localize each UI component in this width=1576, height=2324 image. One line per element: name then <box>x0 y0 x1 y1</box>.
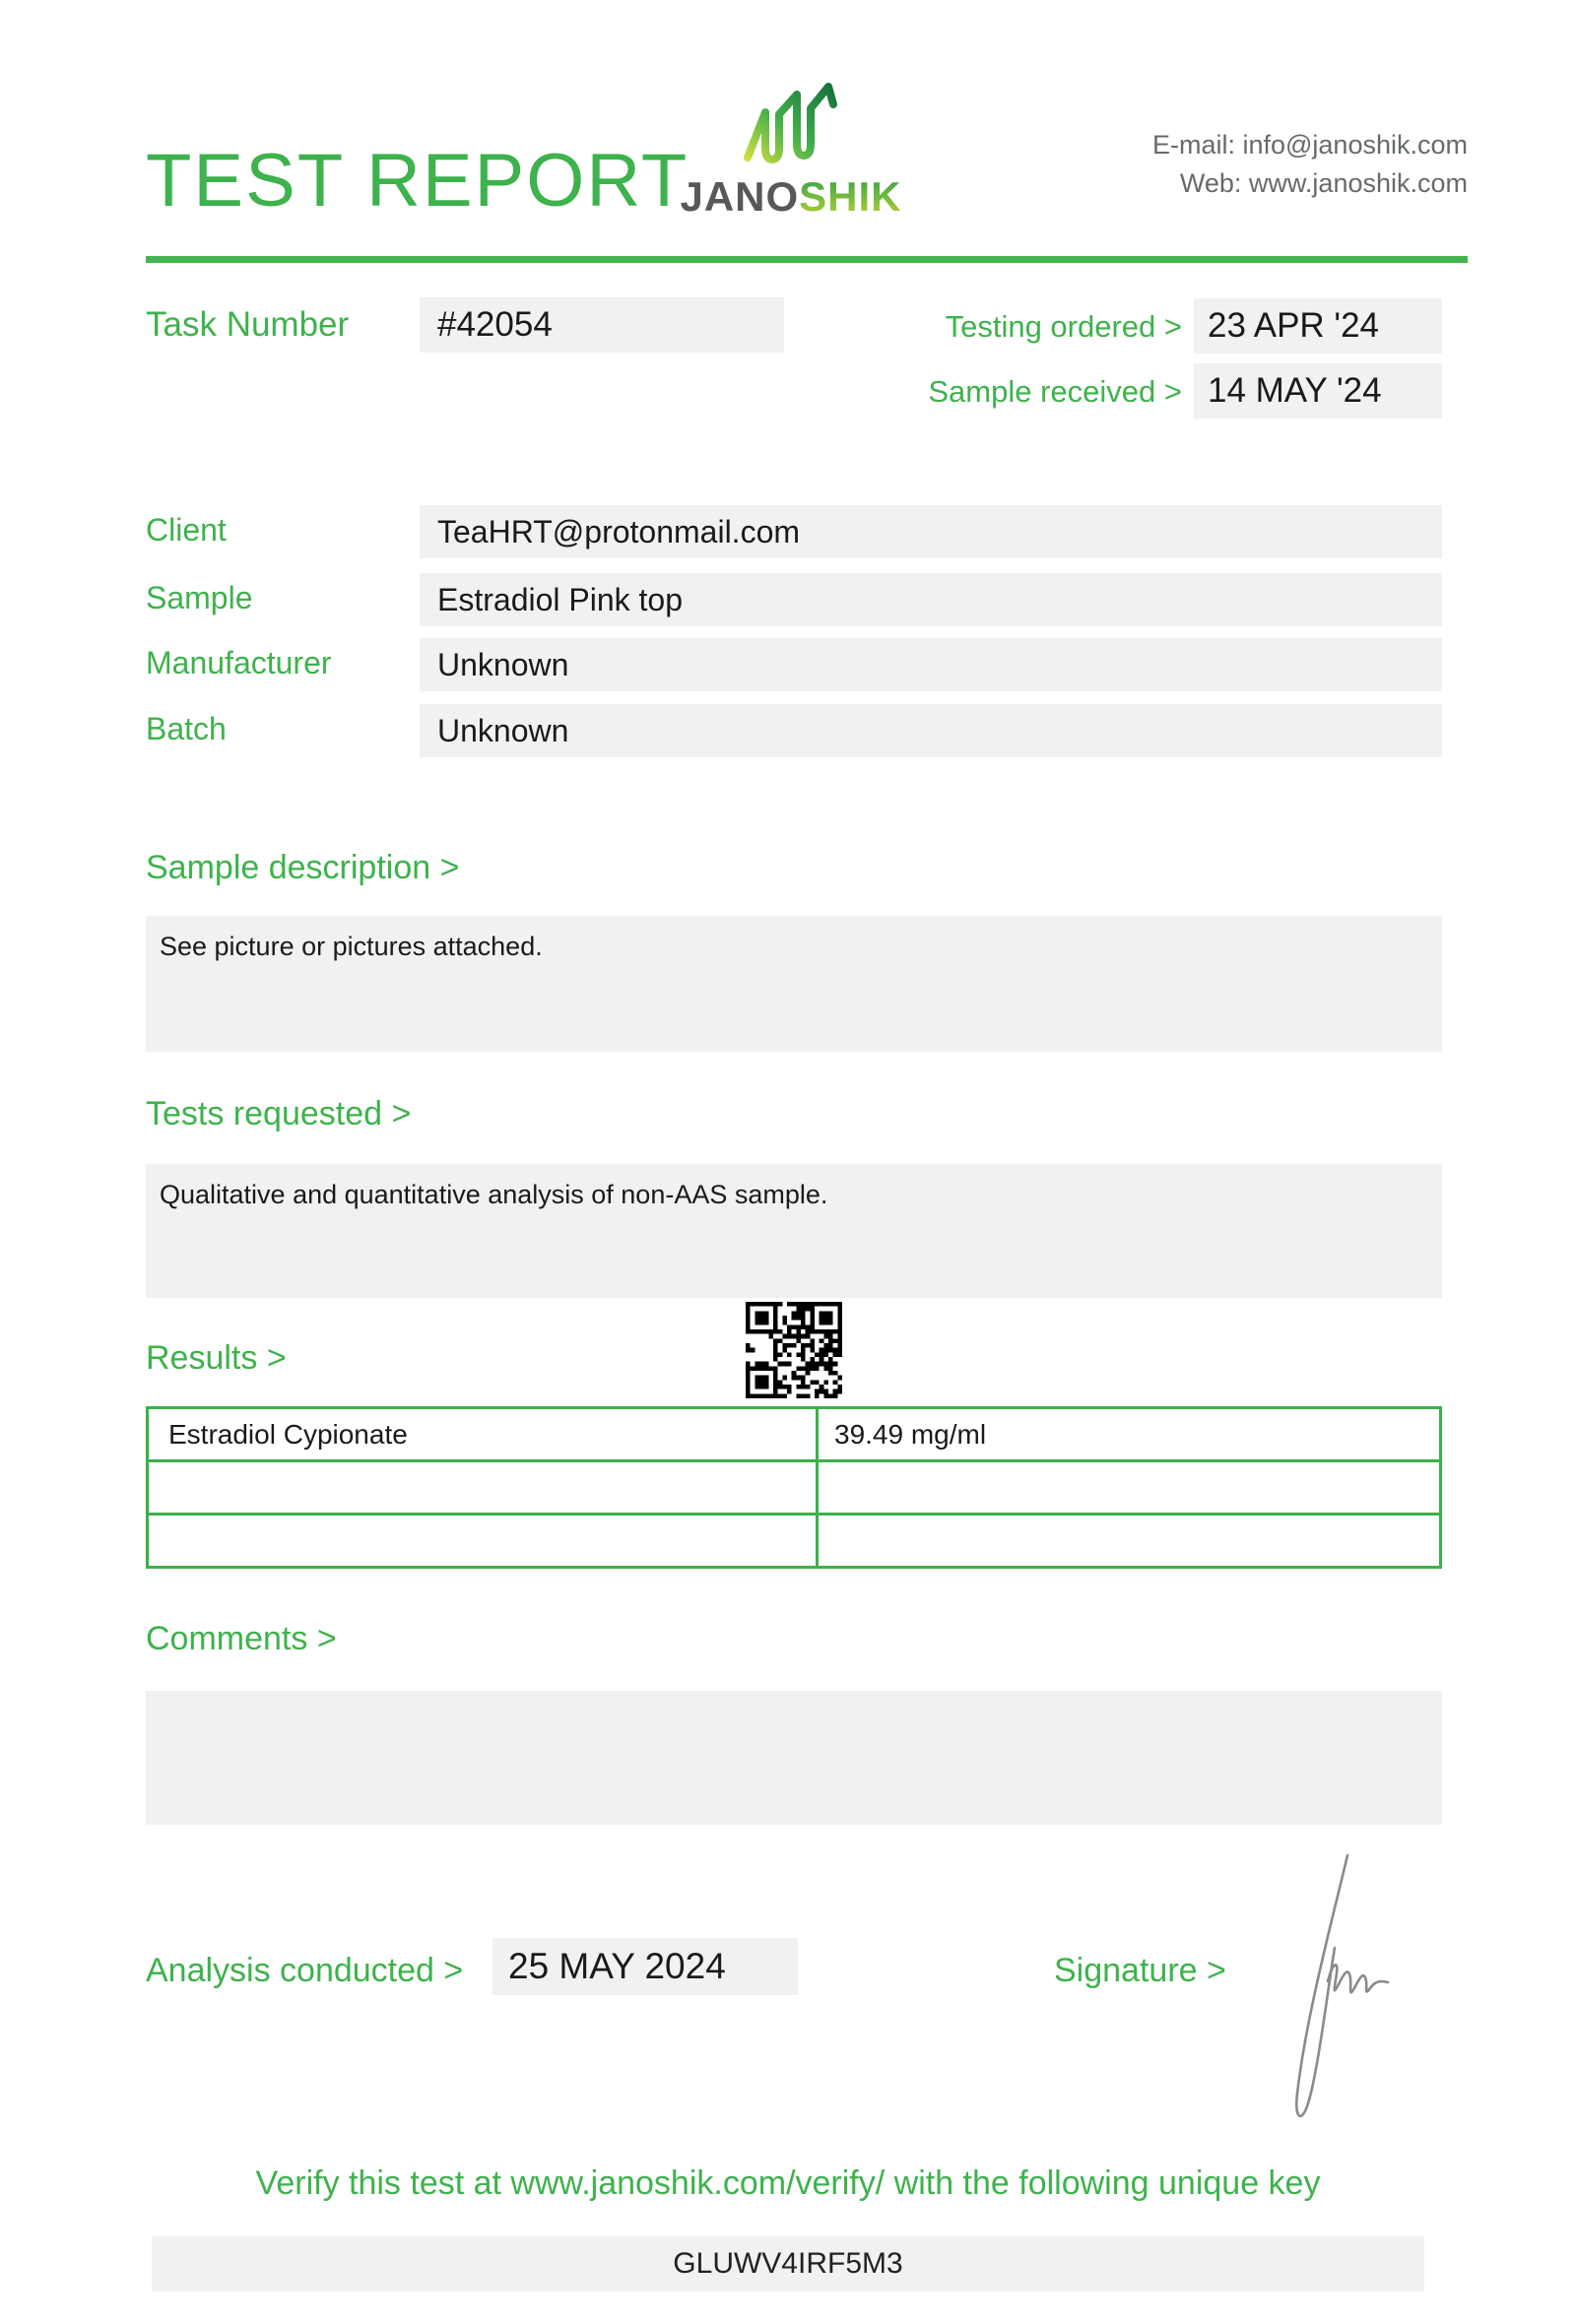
logo-wordmark <box>678 173 904 221</box>
contact-email: E-mail: info@janoshik.com <box>1151 130 1468 160</box>
batch-value: Unknown <box>420 704 1442 757</box>
sample-received-label: Sample received > <box>928 374 1182 409</box>
task-number-value: #42054 <box>420 297 784 353</box>
analysis-date-value: 25 MAY 2024 <box>492 1938 798 1995</box>
sample-description-text: See picture or pictures attached. <box>160 932 543 961</box>
tests-requested-title: Tests requested > <box>146 1095 412 1132</box>
result-amount-cell <box>818 1515 1441 1568</box>
table-row <box>148 1408 1441 1461</box>
batch-label: Batch <box>146 711 227 746</box>
page-title: TEST REPORT <box>146 139 690 223</box>
results-table <box>146 1406 1442 1569</box>
sample-description-title: Sample description > <box>146 849 460 886</box>
manufacturer-label: Manufacturer <box>146 645 332 680</box>
table-row <box>148 1461 1441 1515</box>
tests-requested-text: Qualitative and quantitative analysis of non-AAS sample. <box>160 1180 828 1209</box>
tests-requested-box <box>146 1164 1442 1298</box>
unique-key-value: GLUWV4IRF5M3 <box>152 2236 1424 2292</box>
logo-shik-text: SHIK <box>799 173 902 220</box>
sample-description-box <box>146 916 1442 1052</box>
contact-info <box>1152 126 1468 203</box>
manufacturer-value: Unknown <box>420 638 1442 691</box>
result-amount-cell <box>818 1461 1441 1515</box>
result-substance-cell <box>148 1461 818 1515</box>
comments-box <box>146 1691 1442 1825</box>
sample-received-value: 14 MAY '24 <box>1194 363 1442 419</box>
sample-label: Sample <box>146 580 253 615</box>
analysis-conducted-label: Analysis conducted > <box>146 1952 464 1989</box>
signature-image <box>1269 1849 1397 2140</box>
result-substance-cell: Estradiol Cypionate <box>148 1408 818 1461</box>
logo-jano-text: JANO <box>680 173 800 220</box>
qr-code <box>746 1302 842 1398</box>
client-value: TeaHRT@protonmail.com <box>420 505 1442 558</box>
header-divider <box>146 256 1468 263</box>
verify-instruction: Verify this test at www.janoshik.com/verify/ with the following unique key <box>255 2164 1321 2202</box>
result-substance-cell <box>148 1515 818 1568</box>
chart-growth-icon <box>742 79 840 167</box>
signature-label: Signature > <box>1054 1952 1226 1989</box>
sample-value: Estradiol Pink top <box>420 573 1442 626</box>
client-label: Client <box>146 512 227 548</box>
janoshik-logo <box>678 79 904 221</box>
results-title: Results > <box>146 1339 287 1377</box>
testing-ordered-label: Testing ordered > <box>945 309 1182 344</box>
testing-ordered-value: 23 APR '24 <box>1194 298 1442 354</box>
contact-web: Web: www.janoshik.com <box>1179 168 1468 198</box>
table-row <box>148 1515 1441 1568</box>
comments-title: Comments > <box>146 1620 337 1657</box>
task-number-label: Task Number <box>146 305 350 344</box>
result-amount-cell: 39.49 mg/ml <box>818 1408 1441 1461</box>
